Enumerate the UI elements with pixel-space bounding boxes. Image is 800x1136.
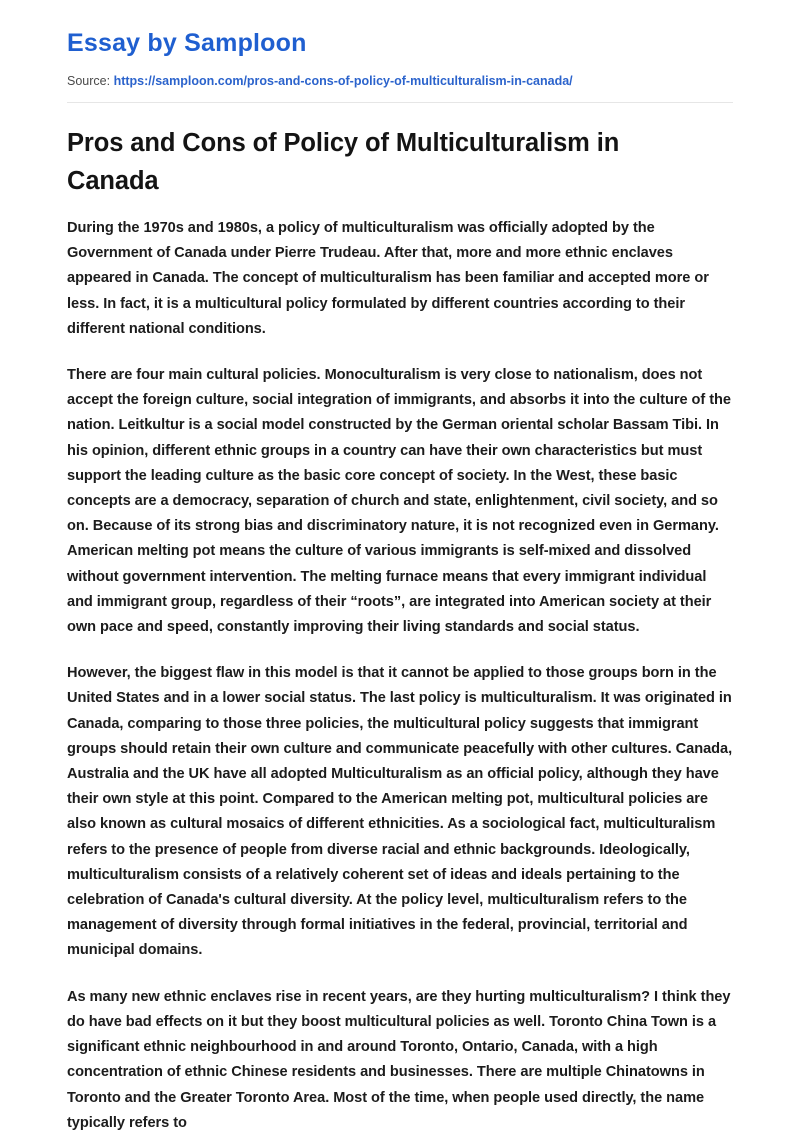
page-title: Pros and Cons of Policy of Multiculturalism in Canada [67,129,620,195]
essay-body [67,200,733,1136]
paragraph: However, the biggest flaw in this model is that it cannot be applied to those groups born in the United States and in a lower social status. The last policy is multiculturalism. It was originated in Canada, comparing to those three policies, the multicultural policy suggests that immigrant groups should retain their own culture and communicate peacefully with other cultures. Canada, Australia and the UK have all adopted Multiculturalism as an official policy, although they have their own style at this point. Compared to the American melting pot, multicultural policies are also known as cultural mosaics of different ethnicities. As a sociological fact, multiculturalism refers to the presence of people from diverse racial and ethnic backgrounds. Ideologically, multiculturalism consists of a relatively coherent set of ideas and ideals pertaining to the celebration of Canada's cultural diversity. At the policy level, multiculturalism refers to the management of diversity through formal initiatives in the federal, provincial, territorial and municipal domains. [67,665,733,959]
source-url-link[interactable]: https://samploon.com/pros-and-cons-of-policy-of-multiculturalism-in-canada/ [113,74,573,88]
paragraph: As many new ethnic enclaves rise in recent years, are they hurting multiculturalism? I think they do have bad effects on it but they boost multicultural policies as well. Toronto China Town is a significant ethnic neighbourhood in and around Toronto, Ontario, Canada, with a high concentration of ethnic Chinese residents and businesses. There are multiple Chinatowns in Toronto and the Greater Toronto Area. Most of the time, when people used directly, the name typically refers to [67,988,731,1131]
paragraph: There are four main cultural policies. Monoculturalism is very close to nationalism, does not accept the foreign culture, social integration of immigrants, and absorbs it into the culture of the nation. Leitkultur is a social model constructed by the German oriental scholar Bassam Tibi. In his opinion, different ethnic groups in a country can have their own characteristics but must support the leading culture as the basic core concept of society. In the West, these basic concepts are a democracy, separation of church and state, enlightenment, civil society, and so on. Because of its strong bias and discriminatory nature, it is not recognized even in Germany. American melting pot means the culture of various immigrants is self-mixed and dissolved without government intervention. The melting furnace means that every immigrant individual and immigrant group, regardless of their “roots”, are integrated into American society at their own pace and speed, constantly improving their living standards and social status. [67,367,731,636]
source-line [67,59,733,89]
paragraph: During the 1970s and 1980s, a policy of multiculturalism was officially adopted by the Government of Canada under Pierre Trudeau. After that, more and more ethnic enclaves appeared in Canada. The concept of multiculturalism has been familiar and accepted more or less. In fact, it is a multicultural policy formulated by different countries according to their different national conditions. [67,220,709,337]
source-label: Source: [67,74,111,88]
site-brand-logo[interactable]: Essay by Samploon [67,29,307,57]
